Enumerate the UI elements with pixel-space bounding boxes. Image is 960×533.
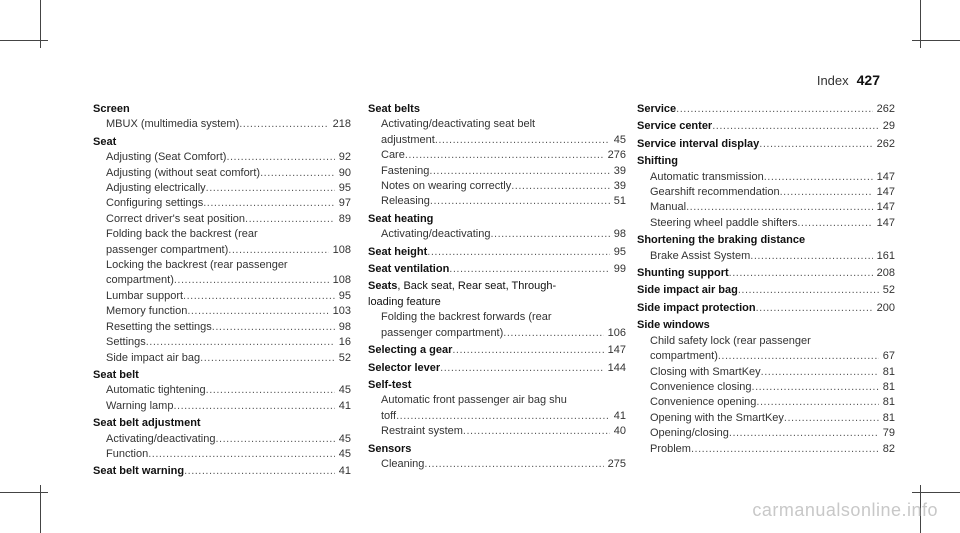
entry-text: Seat belts	[368, 103, 420, 115]
entry-page: 95	[338, 289, 351, 302]
leader-dots	[750, 249, 872, 264]
entry-page: 67	[882, 350, 895, 363]
index-entry	[637, 154, 895, 169]
entry-text: Adjusting electrically	[106, 182, 206, 195]
leader-dots	[756, 395, 878, 410]
entry-text: Function	[106, 447, 149, 460]
entry-page: 208	[876, 267, 895, 280]
index-subentry	[93, 432, 351, 447]
entry-text: Restraint system	[381, 425, 463, 438]
entry-page: 275	[607, 457, 626, 470]
entry-page: 108	[332, 274, 351, 287]
index-subentry	[93, 351, 351, 366]
entry-page: 147	[876, 170, 895, 183]
entry-text: Activating/deactivating	[106, 432, 216, 445]
page-number: 427	[856, 72, 880, 88]
entry-text: Problem	[650, 442, 691, 455]
entry-text: loading feature	[368, 295, 441, 308]
entry-text: Care	[381, 149, 405, 162]
entry-text: Lumbar support	[106, 289, 184, 302]
entry-text: Seats, Back seat, Rear seat, Through-	[368, 280, 557, 293]
index-subentry	[368, 179, 626, 194]
leader-dots	[148, 447, 335, 462]
entry-text: Service	[637, 103, 677, 115]
index-subentry	[93, 304, 351, 319]
entry-page: 39	[613, 180, 626, 193]
entry-page: 147	[876, 216, 895, 229]
crop-mark	[0, 40, 48, 41]
leader-dots	[146, 335, 335, 350]
index-subentry	[637, 442, 895, 457]
index-subentry	[368, 457, 626, 472]
index-entry	[368, 442, 626, 457]
crop-mark	[912, 40, 960, 41]
entry-text: Shortening the braking distance	[637, 234, 806, 247]
index-subentry	[368, 133, 626, 148]
entry-page: 89	[338, 212, 351, 225]
leader-dots	[174, 273, 329, 288]
entry-text: compartment)	[106, 274, 174, 287]
leader-dots	[797, 216, 872, 231]
index-subentry	[637, 170, 895, 185]
entry-text: Memory function	[106, 305, 188, 318]
leader-dots	[686, 200, 873, 215]
leader-dots	[228, 243, 328, 258]
entry-page: 98	[338, 320, 351, 333]
index-subentry	[93, 150, 351, 165]
index-subentry	[637, 216, 895, 231]
leader-dots	[427, 245, 609, 260]
page-header	[817, 72, 880, 88]
leader-dots	[729, 266, 873, 281]
index-subentry	[368, 164, 626, 179]
entry-text: Automatic tightening	[106, 384, 206, 397]
entry-page: 39	[613, 164, 626, 177]
entry-page: 147	[876, 186, 895, 199]
entry-page: 262	[876, 103, 895, 115]
leader-dots	[738, 283, 879, 298]
leader-dots	[183, 289, 335, 304]
entry-page: 95	[613, 245, 626, 258]
leader-dots	[435, 133, 610, 148]
index-entry	[93, 464, 351, 479]
entry-text: Configuring settings	[106, 197, 204, 210]
entry-page: 81	[882, 365, 895, 378]
entry-text: Notes on wearing correctly	[381, 180, 512, 193]
leader-dots	[173, 399, 334, 414]
index-entry	[637, 102, 895, 117]
index-subentry	[637, 395, 895, 410]
entry-page: 218	[332, 118, 351, 131]
leader-dots	[215, 432, 334, 447]
entry-text: Opening with the SmartKey	[650, 411, 784, 424]
leader-dots	[203, 196, 335, 211]
entry-text: Settings	[106, 336, 146, 349]
leader-dots	[712, 119, 879, 134]
entry-text: Shunting support	[637, 267, 729, 280]
entry-text: Service center	[637, 120, 713, 133]
leader-dots	[260, 166, 335, 181]
leader-dots	[676, 102, 872, 117]
index-subentry	[368, 117, 626, 132]
leader-dots	[429, 164, 609, 179]
index-subentry	[93, 212, 351, 227]
index-entry	[368, 245, 626, 260]
entry-text: Manual	[650, 201, 687, 214]
entry-page: 29	[882, 120, 895, 133]
index-subentry	[637, 365, 895, 380]
leader-dots	[490, 227, 609, 242]
leader-dots	[226, 150, 334, 165]
entry-page: 147	[607, 344, 626, 357]
index-column-1	[93, 102, 351, 480]
entry-text: Side impact protection	[637, 301, 756, 314]
entry-page: 95	[338, 182, 351, 195]
entry-text: Seat ventilation	[368, 263, 450, 276]
index-entry	[637, 283, 895, 298]
leader-dots	[752, 380, 879, 395]
entry-page: 41	[613, 409, 626, 422]
entry-text: Activating/deactivating seat belt	[381, 118, 536, 131]
index-subentry	[637, 185, 895, 200]
leader-dots	[239, 117, 328, 132]
index-subentry	[368, 424, 626, 439]
entry-page: 41	[338, 399, 351, 412]
index-entry	[637, 318, 895, 333]
entry-text: Locking the backrest (rear passenger	[106, 259, 288, 272]
entry-text: Side impact air bag	[637, 284, 738, 297]
index-subentry	[368, 194, 626, 209]
entry-page: 16	[338, 336, 351, 349]
index-column-3	[637, 102, 895, 457]
index-subentry	[93, 335, 351, 350]
entry-text: Selecting a gear	[368, 344, 453, 357]
index-subentry	[368, 409, 626, 424]
entry-text: Convenience closing	[650, 380, 752, 393]
entry-page: 40	[613, 425, 626, 438]
index-subentry	[93, 399, 351, 414]
watermark: carmanualsonline.info	[752, 500, 938, 520]
entry-text: Seat height	[368, 245, 428, 258]
entry-text: Steering wheel paddle shifters	[650, 216, 798, 229]
leader-dots	[440, 361, 603, 376]
entry-text: Warning lamp	[106, 399, 174, 412]
index-subentry	[93, 181, 351, 196]
entry-page: 45	[338, 447, 351, 460]
entry-page: 51	[613, 195, 626, 208]
entry-page: 99	[613, 263, 626, 276]
entry-text: Adjusting (without seat comfort)	[106, 166, 261, 179]
entry-text: Service interval display	[637, 137, 760, 150]
leader-dots	[206, 181, 335, 196]
index-subentry	[637, 380, 895, 395]
leader-dots	[212, 320, 335, 335]
leader-dots	[430, 194, 610, 209]
entry-page: 82	[882, 442, 895, 455]
entry-page: 81	[882, 411, 895, 424]
entry-text: Side impact air bag	[106, 351, 201, 364]
entry-text: Self-test	[368, 378, 412, 391]
entry-page: 106	[607, 326, 626, 339]
index-subentry	[368, 310, 626, 325]
index-column-2	[368, 102, 626, 472]
entry-text: Side windows	[637, 319, 710, 332]
leader-dots	[449, 262, 609, 277]
leader-dots	[759, 137, 872, 152]
index-subentry	[637, 426, 895, 441]
entry-text: toff	[381, 409, 397, 422]
index-entry	[93, 416, 351, 431]
entry-text: Sensors	[368, 442, 412, 455]
entry-text: Seat belt	[93, 368, 139, 381]
leader-dots	[396, 409, 610, 424]
index-entry	[93, 368, 351, 383]
index-subentry	[368, 227, 626, 242]
index-entry	[93, 102, 351, 117]
index-entry	[637, 119, 895, 134]
leader-dots	[691, 442, 879, 457]
entry-text: Correct driver's seat position	[106, 212, 246, 225]
entry-page: 45	[613, 133, 626, 146]
leader-dots	[424, 457, 603, 472]
leader-dots	[463, 424, 610, 439]
entry-page: 81	[882, 396, 895, 409]
index-subentry	[93, 447, 351, 462]
entry-text: Resetting the settings	[106, 320, 212, 333]
entry-text: Cleaning	[381, 457, 425, 470]
index-subentry	[637, 200, 895, 215]
leader-dots	[784, 411, 879, 426]
index-entry	[368, 262, 626, 277]
entry-page: 79	[882, 427, 895, 440]
entry-text: Child safety lock (rear passenger	[650, 334, 811, 347]
index-subentry	[93, 196, 351, 211]
entry-page: 90	[338, 166, 351, 179]
entry-text: Closing with SmartKey	[650, 365, 761, 378]
leader-dots	[511, 179, 610, 194]
leader-dots	[184, 464, 335, 479]
entry-text: Seat belt warning	[93, 465, 185, 478]
index-entry	[93, 135, 351, 150]
entry-page: 108	[332, 243, 351, 256]
index-subentry	[637, 334, 895, 349]
index-entry	[368, 378, 626, 393]
entry-text: Gearshift recommendation	[650, 186, 780, 199]
leader-dots	[405, 148, 604, 163]
index-subentry	[93, 289, 351, 304]
leader-dots	[503, 326, 603, 341]
leader-dots	[729, 426, 879, 441]
entry-page: 45	[338, 432, 351, 445]
entry-page: 147	[876, 201, 895, 214]
entry-page: 41	[338, 465, 351, 478]
index-entry	[637, 266, 895, 281]
index-subentry	[93, 258, 351, 273]
entry-text: Selector lever	[368, 361, 441, 374]
entry-text: Shifting	[637, 155, 678, 168]
entry-page: 161	[876, 249, 895, 262]
leader-dots	[780, 185, 873, 200]
entry-page: 98	[613, 228, 626, 241]
entry-text: MBUX (multimedia system)	[106, 118, 240, 131]
entry-text: Automatic front passenger air bag shu	[381, 394, 567, 407]
entry-page: 52	[338, 351, 351, 364]
index-subentry	[368, 326, 626, 341]
entry-text: passenger compartment)	[106, 243, 229, 256]
entry-text: Folding the backrest forwards (rear	[381, 311, 552, 324]
entry-text: Brake Assist System	[650, 249, 751, 262]
entry-text: Folding back the backrest (rear	[106, 228, 258, 241]
index-subentry	[93, 383, 351, 398]
entry-page: 262	[876, 137, 895, 150]
leader-dots	[245, 212, 335, 227]
index-subentry	[93, 320, 351, 335]
leader-dots	[206, 383, 335, 398]
index-subentry	[637, 411, 895, 426]
entry-page: 200	[876, 301, 895, 314]
index-entry	[368, 279, 626, 294]
entry-text: compartment)	[650, 350, 718, 363]
leader-dots	[718, 349, 879, 364]
entry-text: Seat belt adjustment	[93, 417, 201, 430]
entry-text: Opening/closing	[650, 427, 729, 440]
entry-page: 45	[338, 384, 351, 397]
index-entry	[368, 212, 626, 227]
index-subentry	[637, 249, 895, 264]
entry-text: Adjusting (Seat Comfort)	[106, 151, 227, 164]
entry-text: Convenience opening	[650, 396, 757, 409]
entry-text: Automatic transmission	[650, 170, 764, 183]
leader-dots	[200, 351, 335, 366]
index-entry	[368, 343, 626, 358]
entry-page: 276	[607, 149, 626, 162]
entry-page: 52	[882, 284, 895, 297]
index-entry	[637, 301, 895, 316]
entry-text: Seat	[93, 135, 117, 148]
index-subentry	[93, 227, 351, 242]
index-subentry	[93, 243, 351, 258]
entry-page: 92	[338, 151, 351, 164]
entry-text: Screen	[93, 103, 130, 115]
entry-page: 81	[882, 380, 895, 393]
index-entry	[368, 102, 626, 117]
leader-dots	[764, 170, 873, 185]
leader-dots	[756, 301, 873, 316]
index-entry	[637, 233, 895, 248]
entry-text: Activating/deactivating	[381, 228, 491, 241]
leader-dots	[761, 365, 879, 380]
entry-page: 144	[607, 361, 626, 374]
entry-text: Releasing	[381, 195, 430, 208]
index-subentry	[368, 295, 626, 310]
entry-text: Seat heating	[368, 212, 434, 225]
index-subentry	[368, 393, 626, 408]
header-label: Index	[816, 73, 849, 88]
crop-mark	[0, 492, 48, 493]
index-subentry	[637, 349, 895, 364]
entry-text: Fastening	[381, 164, 430, 177]
index-subentry	[93, 166, 351, 181]
entry-page: 103	[332, 305, 351, 318]
entry-text: adjustment	[381, 133, 435, 146]
entry-page: 97	[338, 197, 351, 210]
index-entry	[368, 361, 626, 376]
entry-text: passenger compartment)	[381, 326, 504, 339]
index-subentry	[93, 117, 351, 132]
index-subentry	[93, 273, 351, 288]
index-subentry	[368, 148, 626, 163]
leader-dots	[187, 304, 328, 319]
index-entry	[637, 137, 895, 152]
leader-dots	[452, 343, 603, 358]
crop-mark	[912, 492, 960, 493]
